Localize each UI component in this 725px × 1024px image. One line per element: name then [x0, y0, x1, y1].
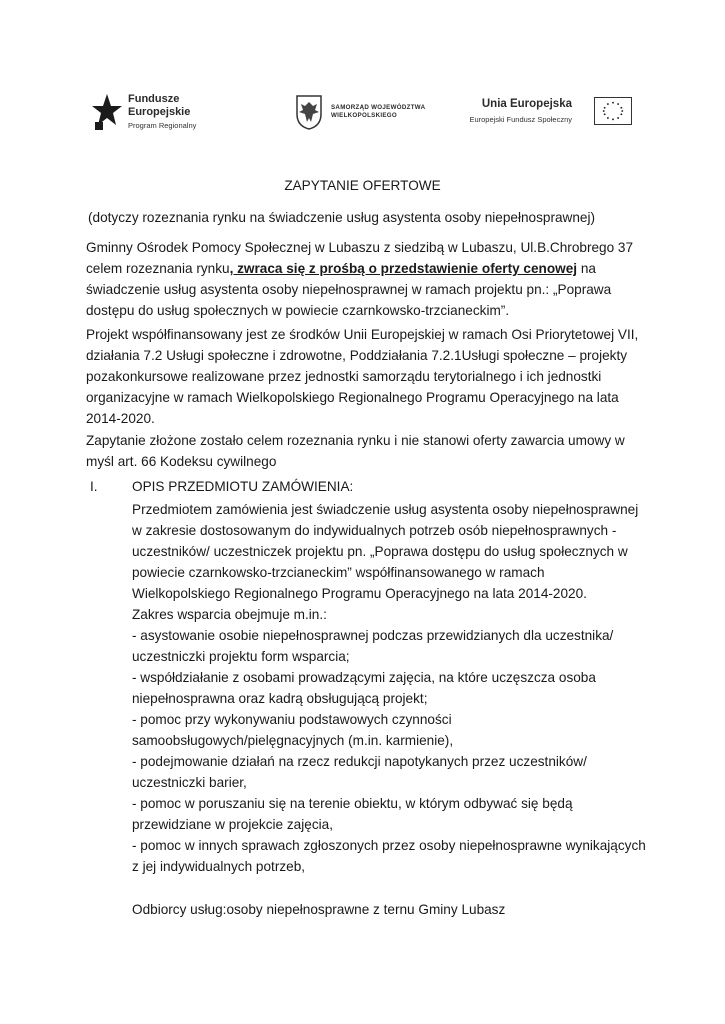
section-line: uczestniczki projektu form wsparcia; [132, 649, 350, 664]
note-paragraph: Zapytanie złożone zostało celem rozeznania rynku i nie stanowi oferty zawarcia umowy w myśl art. 66 Kodeksu cywilnego [86, 433, 625, 469]
ue-line1: Unia Europejska [481, 98, 572, 110]
section-heading: OPIS PRZEDMIOTU ZAMÓWIENIA: [132, 479, 354, 494]
section-line: - podejmowanie działań na rzecz redukcji napotykanych przez uczestników/ [132, 754, 587, 769]
section-line: - współdziałanie z osobami prowadzącymi zajęcia, na które uczęszcza osoba [132, 670, 596, 685]
samorzad-logo [295, 88, 435, 138]
section-line: niepełnosprawna oraz kadrą obsługującą projekt; [132, 691, 428, 706]
section-line: powiecie czarnkowsko-trzcianeckim” współfinansowanego w ramach [132, 565, 545, 580]
ue-line2: Europejski Fundusz Społeczny [469, 115, 572, 124]
section-line: samoobsługowych/pielęgnacyjnych (m.in. karmienie), [132, 733, 454, 748]
section-line: Zakres wsparcia obejmuje m.in.: [132, 607, 327, 622]
fundusze-line3: Program Regionalny [128, 121, 197, 130]
eu-flag-icon [594, 97, 632, 125]
section-line: przewidziane w projekcie zajęcia, [132, 817, 333, 832]
samorzad-line2: WIELKOPOLSKIEGO [331, 112, 398, 119]
section-line: - asystowanie osobie niepełnosprawnej podczas przewidzianych dla uczestnika/ [132, 628, 614, 643]
document-subtitle: (dotyczy rozeznania rynku na świadczenie usług asystenta osoby niepełnosprawnej) [88, 210, 596, 225]
section-number: I. [90, 479, 98, 494]
section-body [132, 499, 652, 920]
intro-paragraph [86, 237, 646, 321]
section-line: z jej indywidualnych potrzeb, [132, 859, 306, 874]
logo-bar [92, 88, 632, 138]
section-line: - pomoc w innych sprawach zgłoszonych przez osoby niepełnosprawne wynikających [132, 838, 646, 853]
intro-after: na świadczenie usług asystenta osoby niepełnosprawnej w ramach projektu pn.: „Poprawa dostępu do usług społecznych w powiecie czarnkowsko-trzcianeckim”. [86, 261, 612, 318]
recipients-line: Odbiorcy usług:osoby niepełnosprawne z ternu Gminy Lubasz [132, 902, 506, 917]
eagle-crest-icon [295, 94, 323, 130]
section-line: uczestników/ uczestniczek projektu pn. „Poprawa dostępu do usług społecznych w [132, 544, 628, 559]
fundusze-line2: Europejskie [128, 106, 191, 118]
unia-europejska-logo [460, 88, 632, 138]
section-line: uczestniczki barier, [132, 775, 247, 790]
section-line: Przedmiotem zamówienia jest świadczenie usług asystenta osoby niepełnosprawnej [132, 502, 639, 517]
intro-before: Gminny Ośrodek Pomocy Społecznej w Lubaszu z siedzibą w Lubaszu, Ul.B.Chrobrego 37 celem rozeznania rynku [86, 240, 634, 276]
star-flag-icon [92, 92, 122, 132]
project-paragraph: Projekt współfinansowany jest ze środków Unii Europejskiej w ramach Osi Priorytetowej VII, działania 7.2 Usługi społeczne i zdrowotne, Poddziałania 7.2.1Usługi społeczne – projekty pozakonkursowe realizowane przez jednostki samorządu terytorialnego i ich jednostki organizacyjne w ramach Wielkopolskiego Regionalnego Programu Operacyjnego na lata 2014-2020. [86, 327, 639, 426]
fundusze-europejskie-logo [92, 88, 212, 138]
fundusze-line1: Fundusze [128, 93, 180, 105]
section-line: - pomoc przy wykonywaniu podstawowych czynności [132, 712, 452, 727]
document-title: ZAPYTANIE OFERTOWE [284, 178, 441, 193]
section-line: - pomoc w poruszaniu się na terenie obiektu, w którym odbywać się będą [132, 796, 573, 811]
samorzad-line1: SAMORZĄD WOJEWÓDZTWA [331, 104, 426, 111]
intro-emphasis: , zwraca się z prośbą o przedstawienie oferty cenowej [229, 261, 578, 276]
section-line: w zakresie dostosowanym do indywidualnych potrzeb osób niepełnosprawnych - [132, 523, 617, 538]
section-line: Wielkopolskiego Regionalnego Programu Operacyjnego na lata 2014-2020. [132, 586, 587, 601]
